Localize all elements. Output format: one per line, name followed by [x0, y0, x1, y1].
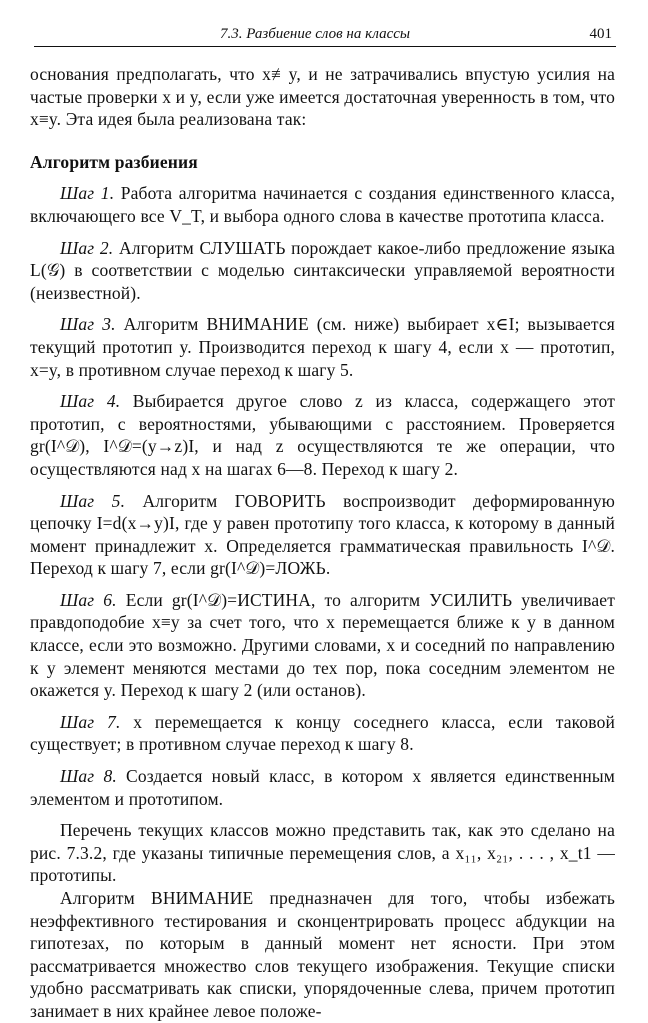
attention-paragraph: Алгоритм ВНИМАНИЕ предназначен для того, чтобы избежать неэффективного тестирования и сконцентрировать процесс абдукции на гипотезах, по которым в данный момент нет ясности. При этом рассматривается множество слов текущего изображения. Текущие списки удобно рассматривать как списки, упорядоченные слева, причем прототип занимает в них крайнее левое положе-	[30, 888, 615, 1021]
class-list-paragraph: Перечень текущих классов можно представить так, как это сделано на рис. 7.3.2, где указаны типичные перемещения слов, а x₁₁, x₂₁, . . . , x_t1 — прототипы.	[30, 820, 615, 886]
step-text: Алгоритм СЛУШАТЬ порождает какое-либо предложение языка L(𝒢) в соответствии с моделью синтаксически управляемой вероятности (неизвестной).	[30, 237, 615, 303]
page-number: 401	[589, 26, 612, 42]
step-text: Создается новый класс, в котором x является единственным элементом и прототипом.	[30, 766, 615, 809]
step-3	[30, 313, 615, 381]
section-heading: Алгоритм разбиения	[30, 151, 198, 172]
step-label: Шаг 8.	[60, 766, 117, 787]
step-label: Шаг 2.	[60, 237, 114, 258]
step-label: Шаг 4.	[60, 391, 121, 412]
step-label: Шаг 5.	[60, 490, 126, 511]
step-7	[30, 711, 615, 756]
step-1	[30, 182, 615, 227]
step-8	[30, 765, 615, 810]
page-header	[34, 18, 616, 47]
step-label: Шаг 6.	[60, 589, 117, 610]
step-2	[30, 237, 615, 305]
step-text: Выбирается другое слово z из класса, содержащего этот прототип, с вероятностями, убывающими с расстоянием. Проверяется gr(I^𝒟), I^𝒟=(y→z)I, и над z осуществляются те же операции, что осуществляются над x на шагах 6—8. Переход к шагу 2.	[30, 391, 615, 479]
step-text: Алгоритм ВНИМАНИЕ (см. ниже) выбирает x∈I; вызывается текущий прототип y. Производится переход к шагу 4, если x — прототип, x=y, в противном случае переход к шагу 5.	[30, 314, 615, 380]
step-6	[30, 589, 615, 702]
step-5	[30, 490, 615, 580]
page-body	[30, 63, 615, 1023]
step-text: Если gr(I^𝒟)=ИСТИНА, то алгоритм УСИЛИТЬ увеличивает правдоподобие x≡y за счет того, что x перемещается ближе к y в данном классе, если это возможно. Другими словами, x и соседний по направлению к y элемент меняются местами до тех пор, пока соседним элементом не окажется y. Переход к шагу 2 (или останов).	[30, 589, 616, 701]
step-4	[30, 390, 615, 480]
running-head: 7.3. Разбиение слов на классы	[220, 26, 411, 42]
step-text: Алгоритм ГОВОРИТЬ воспроизводит деформированную цепочку I=d(x→y)I, где y равен прототипу того класса, к которому в данный момент принадлежит x. Определяется грамматическая правильность I^𝒟. Переход к шагу 7, если gr(I^𝒟)=ЛОЖЬ.	[30, 490, 616, 579]
step-text: x перемещается к концу соседнего класса, если таковой существует; в противном случае переход к шагу 8.	[30, 711, 616, 755]
intro-paragraph: основания предполагать, что x≢y, и не затрачивались впустую усилия на частые проверки x и y, если уже имеется достаточная уверенность в том, что x≡y. Эта идея была реализована так:	[30, 64, 615, 130]
step-label: Шаг 7.	[60, 711, 121, 732]
step-text: Работа алгоритма начинается с создания единственного класса, включающего все V_T, и выбора одного слова в качестве прототипа класса.	[30, 183, 615, 226]
step-label: Шаг 3.	[60, 314, 116, 335]
step-label: Шаг 1.	[60, 183, 115, 204]
